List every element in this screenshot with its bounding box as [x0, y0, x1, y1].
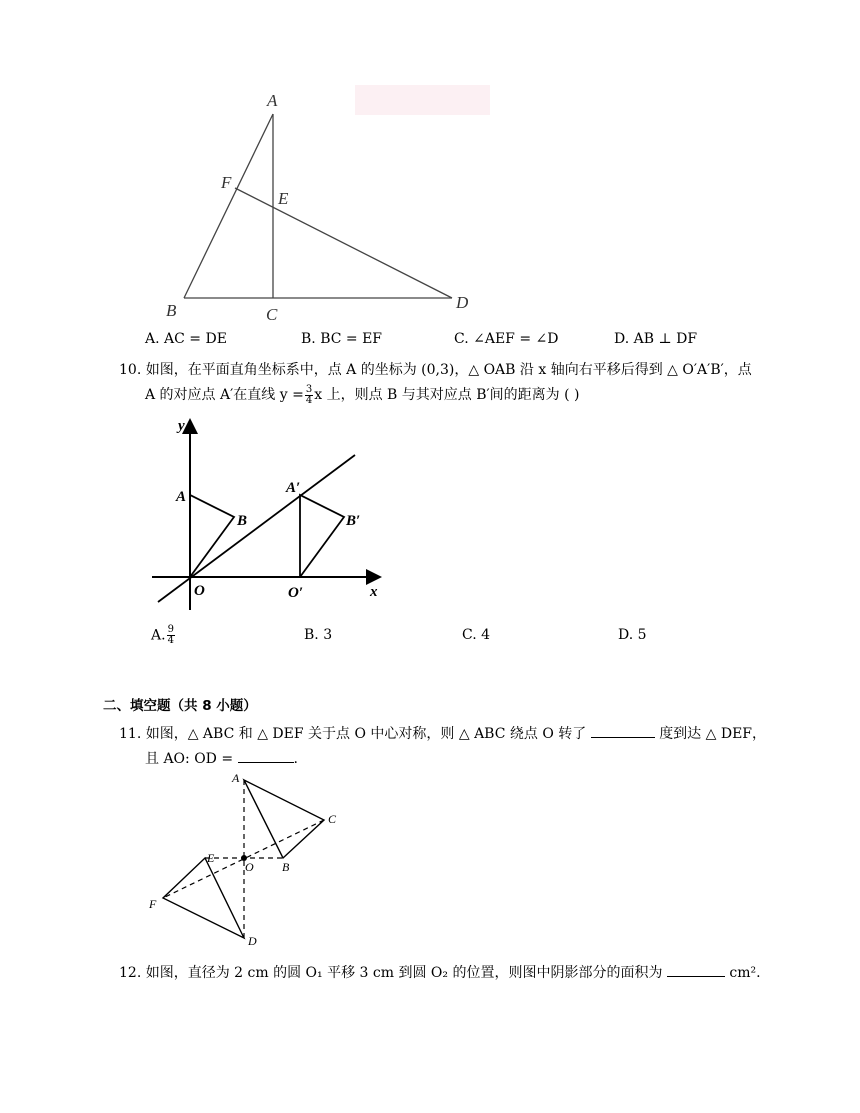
label-c: C: [328, 812, 337, 826]
central-symmetry-figure-q11: [140, 770, 350, 948]
label-d: D: [248, 934, 257, 948]
triangle-o2a2b2: [300, 495, 344, 577]
segment-fd: [235, 188, 452, 298]
label-a: A: [232, 771, 240, 785]
q10-line1: 10. 如图，在平面直角坐标系中，点 A 的坐标为 (0,3)，△ OAB 沿 x 轴向右平移后得到 △ O′A′B′，点: [119, 362, 752, 378]
fraction-numerator: 3: [305, 383, 313, 395]
q11-line2-pre: 且 AO: OD =: [145, 751, 234, 767]
q11-line2: [145, 748, 298, 768]
q12-text-pre: 12. 如图，直径为 2 cm 的圆 O₁ 平移 3 cm 到圆 O₂ 的位置，则图中阴影部分的面积为: [119, 965, 663, 981]
fraction-denominator: 4: [167, 635, 174, 646]
q9-option-b: B. BC = EF: [301, 331, 383, 347]
segment-ab: [184, 114, 273, 298]
q11-line1-pre: 11. 如图，△ ABC 和 △ DEF 关于点 O 中心对称，则 △ ABC 绕点 O 转了: [119, 726, 587, 742]
q10-option-b: B. 3: [304, 627, 333, 643]
fraction-numerator: 9: [167, 624, 174, 635]
q10-option-d: D. 5: [618, 627, 647, 643]
answer-blank-degrees[interactable]: [591, 737, 655, 738]
label-o: O: [245, 860, 254, 874]
q10-option-a: [151, 625, 176, 646]
label-e: E: [278, 189, 289, 208]
label-a: A: [176, 489, 187, 505]
line-y-three-quarters-x: [158, 455, 355, 602]
label-a-prime: A′: [286, 480, 301, 496]
q11-line1-post: 度到达 △ DEF，: [659, 726, 767, 742]
q10-line2: [145, 384, 580, 406]
label-d: D: [456, 293, 469, 312]
label-f: F: [149, 897, 157, 911]
q9-option-c: C. ∠AEF = ∠D: [454, 331, 559, 347]
q12-line: [119, 962, 761, 982]
triangle-figure-q9: [150, 80, 490, 330]
triangle-abc: [244, 780, 324, 858]
label-b: B: [282, 860, 290, 874]
answer-blank-area[interactable]: [667, 976, 725, 977]
q11-line2-post: .: [293, 751, 298, 767]
label-e: E: [207, 851, 215, 865]
watermark-smudge: [355, 85, 490, 115]
triangle-oab: [190, 495, 234, 577]
q12-text-post: cm².: [729, 965, 761, 981]
q10-option-c: C. 4: [462, 627, 491, 643]
q10-option-a-prefix: A.: [151, 627, 166, 644]
answer-blank-ratio[interactable]: [238, 762, 294, 763]
fraction-denominator: 4: [305, 394, 313, 406]
label-a: A: [267, 91, 278, 110]
label-x: x: [370, 584, 378, 600]
q9-option-a: A. AC = DE: [145, 331, 227, 347]
label-f: F: [221, 173, 232, 192]
label-b: B: [237, 513, 248, 529]
q10-line2-pre: A 的对应点 A′在直线 y =: [145, 387, 304, 403]
q9-option-d: D. AB ⊥ DF: [614, 331, 698, 347]
label-b: B: [166, 301, 177, 320]
fraction-three-quarters: [305, 385, 313, 406]
label-b-prime: B′: [346, 513, 361, 529]
label-o: O: [194, 583, 205, 599]
section-heading: 二、填空题（共 8 小题）: [103, 698, 257, 714]
label-c: C: [266, 305, 278, 324]
q11-line1: [119, 723, 766, 743]
label-y: y: [178, 418, 185, 434]
coordinate-figure-q10: [150, 412, 390, 617]
triangle-def: [163, 858, 244, 938]
q10-line2-post: x 上，则点 B 与其对应点 B′间的距离为 ( ): [314, 387, 580, 403]
fraction-nine-quarters: [167, 625, 175, 646]
label-o-prime: O′: [288, 585, 304, 601]
